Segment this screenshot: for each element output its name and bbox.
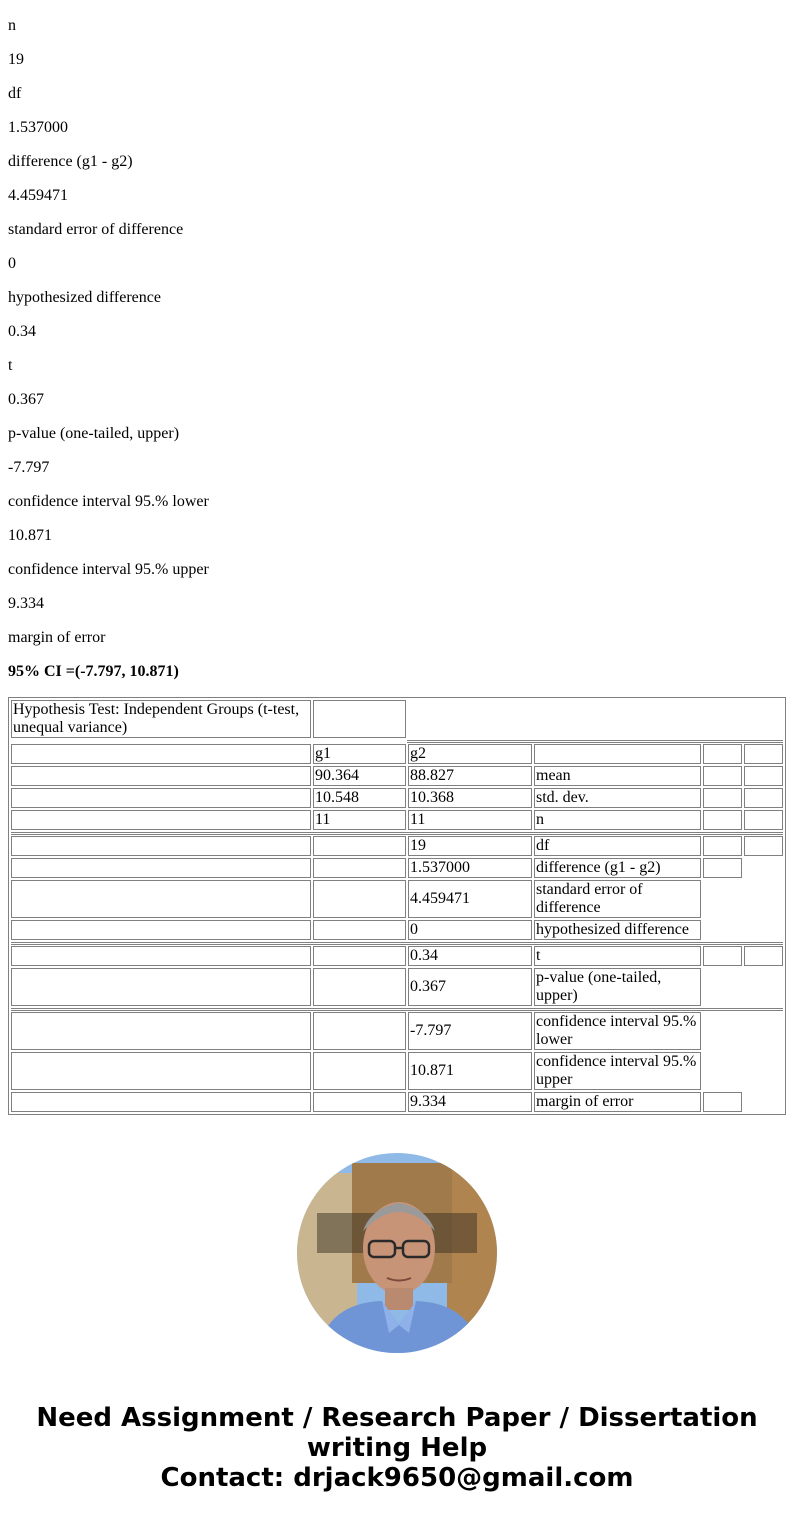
hypothesis-test-table: [8, 697, 786, 1115]
table-cell-empty: [11, 766, 311, 786]
promo-contact: Contact: drjack9650@gmail.com: [160, 1463, 634, 1493]
summary-line: df: [8, 85, 22, 102]
table-cell-empty: [744, 744, 783, 764]
table-cell-empty: [744, 836, 783, 856]
table-cell-empty: [703, 810, 742, 830]
table-cell-empty: [11, 858, 311, 878]
table-cell-empty: [11, 968, 311, 1006]
table-cell-empty: [313, 700, 406, 738]
mean-g1: 90.364: [313, 766, 406, 786]
se-label: standard error of difference: [534, 880, 701, 918]
table-cell-empty: [11, 946, 311, 966]
table-cell-empty: [313, 836, 406, 856]
table-title: Hypothesis Test: Independent Groups (t-test, unequal variance): [11, 700, 311, 738]
table-cell-empty: [703, 858, 742, 878]
p-label: p-value (one-tailed, upper): [534, 968, 701, 1006]
table-cell-empty: [313, 968, 406, 1006]
col-g1-header: g1: [313, 744, 406, 764]
summary-line: 0: [8, 255, 16, 272]
promo-banner: [0, 1403, 794, 1493]
summary-line: 9.334: [8, 595, 44, 612]
ci-lower-label: confidence interval 95.% lower: [534, 1012, 701, 1050]
table-cell-empty: [313, 1052, 406, 1090]
promo-line: writing Help: [306, 1433, 488, 1463]
promo-line: Need Assignment / Research Paper / Dissertation: [36, 1403, 758, 1433]
df-label: df: [534, 836, 701, 856]
table-cell-empty: [313, 946, 406, 966]
moe-value: 9.334: [408, 1092, 532, 1112]
mean-label: mean: [534, 766, 701, 786]
summary-line: t: [8, 357, 13, 374]
sd-g1: 10.548: [313, 788, 406, 808]
ci-lower-value: -7.797: [408, 1012, 532, 1050]
summary-line: 19: [8, 51, 24, 68]
table-cell-empty: [313, 1092, 406, 1112]
table-cell-empty: [11, 1012, 311, 1050]
summary-line: margin of error: [8, 629, 106, 646]
ci-upper-value: 10.871: [408, 1052, 532, 1090]
summary-line: 0.367: [8, 391, 44, 408]
table-cell-empty: [313, 1012, 406, 1050]
diff-label: difference (g1 - g2): [534, 858, 701, 878]
table-cell-empty: [703, 1092, 742, 1112]
n-g2: 11: [408, 810, 532, 830]
summary-line: confidence interval 95.% lower: [8, 493, 209, 510]
mean-g2: 88.827: [408, 766, 532, 786]
moe-label: margin of error: [534, 1092, 701, 1112]
col-g2-header: g2: [408, 744, 532, 764]
summary-line: 4.459471: [8, 187, 68, 204]
table-cell-empty: [11, 920, 311, 940]
table-cell-empty: [11, 836, 311, 856]
summary-line: 0.34: [8, 323, 36, 340]
table-cell-empty: [11, 788, 311, 808]
table-cell-empty: [703, 744, 742, 764]
hyp-label: hypothesized difference: [534, 920, 701, 940]
table-cell-empty: [11, 1052, 311, 1090]
table-cell-empty: [11, 810, 311, 830]
t-value: 0.34: [408, 946, 532, 966]
se-value: 4.459471: [408, 880, 532, 918]
df-value: 19: [408, 836, 532, 856]
n-g1: 11: [313, 810, 406, 830]
avatar-photo: [297, 1153, 497, 1353]
summary-line: standard error of difference: [8, 221, 184, 238]
table-cell-empty: [313, 880, 406, 918]
table-cell-empty: [703, 788, 742, 808]
table-divider: [11, 942, 783, 945]
n-label: n: [534, 810, 701, 830]
p-value: 0.367: [408, 968, 532, 1006]
sd-label: std. dev.: [534, 788, 701, 808]
table-divider: [407, 740, 783, 743]
table-cell-empty: [313, 920, 406, 940]
table-cell-empty: [703, 766, 742, 786]
diff-value: 1.537000: [408, 858, 532, 878]
table-cell-empty: [744, 810, 783, 830]
ci-result: 95% CI =(-7.797, 10.871): [8, 663, 179, 680]
summary-line: confidence interval 95.% upper: [8, 561, 209, 578]
summary-line: n: [8, 17, 16, 34]
summary-line: difference (g1 - g2): [8, 153, 133, 170]
t-label: t: [534, 946, 701, 966]
avatar: [297, 1153, 497, 1353]
ci-upper-label: confidence interval 95.% upper: [534, 1052, 701, 1090]
hyp-value: 0: [408, 920, 532, 940]
table-divider: [11, 832, 783, 835]
table-cell-empty: [703, 836, 742, 856]
table-cell-empty: [11, 1092, 311, 1112]
table-cell-empty: [744, 946, 783, 966]
summary-line: 1.537000: [8, 119, 68, 136]
summary-line: p-value (one-tailed, upper): [8, 425, 180, 442]
table-divider: [11, 1008, 783, 1011]
summary-line: 10.871: [8, 527, 52, 544]
table-cell-empty: [744, 788, 783, 808]
summary-line: -7.797: [8, 459, 50, 476]
table-cell-empty: [11, 744, 311, 764]
sd-g2: 10.368: [408, 788, 532, 808]
table-cell-empty: [313, 858, 406, 878]
summary-line: hypothesized difference: [8, 289, 161, 306]
table-cell-empty: [703, 946, 742, 966]
table-cell-empty: [744, 766, 783, 786]
table-cell-empty: [534, 744, 701, 764]
table-cell-empty: [11, 880, 311, 918]
